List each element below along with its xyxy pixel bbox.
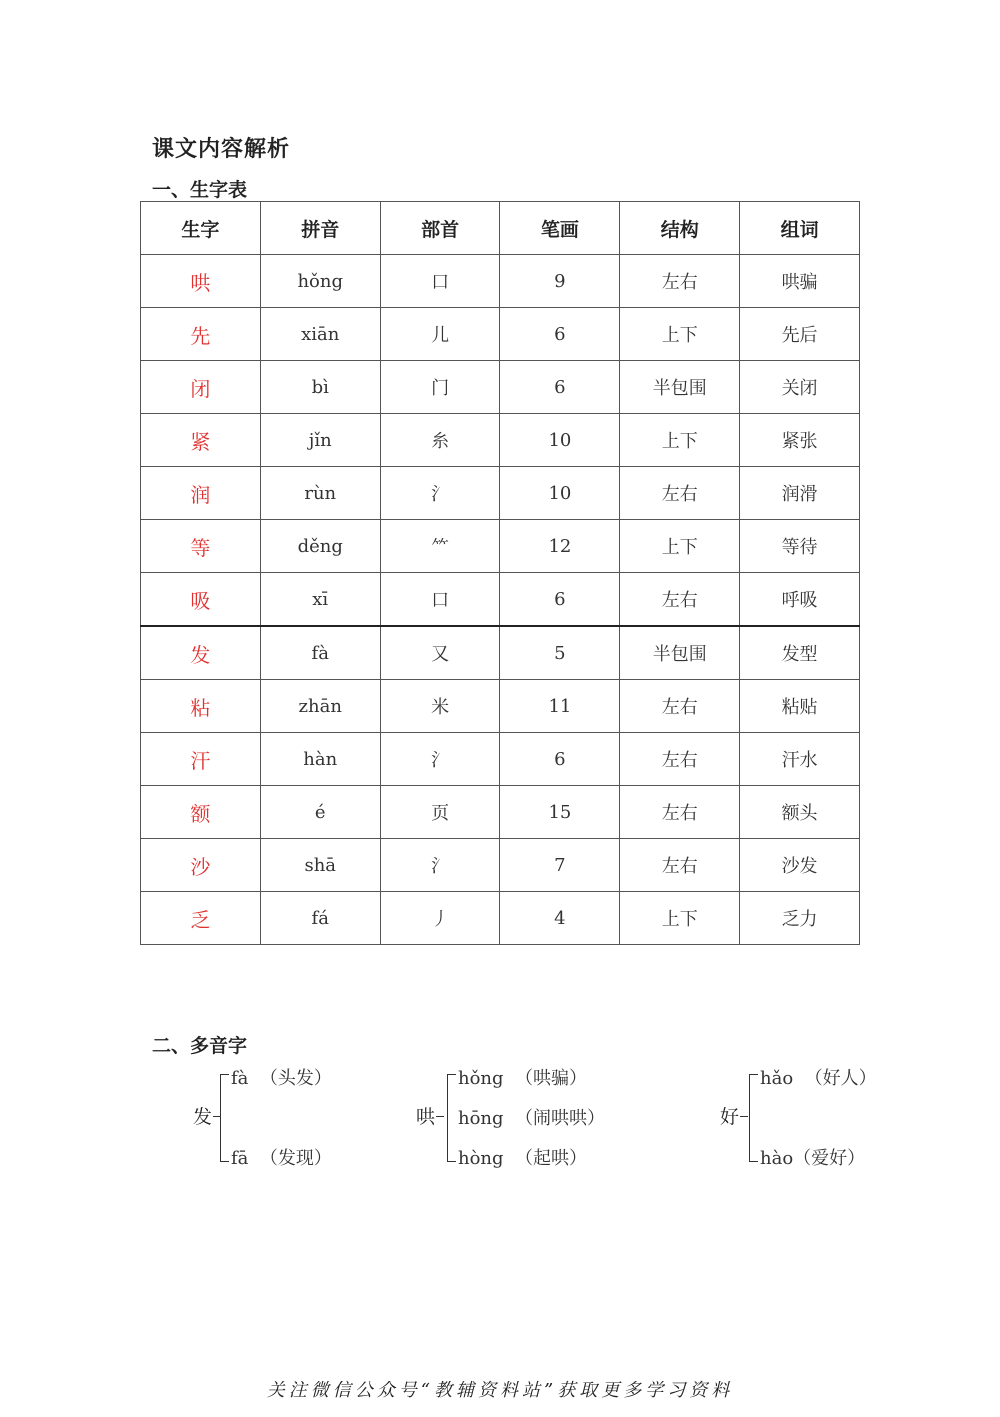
radical-cell: 氵	[380, 839, 500, 892]
radical-cell: ⺮	[380, 520, 500, 573]
table-header-row	[141, 202, 860, 255]
new-char: 吸	[141, 573, 261, 627]
table-row	[141, 361, 860, 414]
strokes-cell: 5	[500, 626, 620, 680]
words-cell: 乏力	[740, 892, 860, 945]
polyphone-char: 发	[193, 1106, 213, 1128]
pinyin-cell: zhān	[260, 680, 380, 733]
section-heading-polyphones: 二、多音字	[152, 1035, 248, 1057]
structure-cell: 半包围	[620, 361, 740, 414]
structure-cell: 上下	[620, 414, 740, 467]
brace-tick	[740, 1116, 748, 1117]
footer-note: 关注微信公众号“教辅资料站”获取更多学习资料	[266, 1380, 734, 1401]
pinyin-cell: xī	[260, 573, 380, 627]
new-char: 先	[141, 308, 261, 361]
radical-cell: 氵	[380, 467, 500, 520]
header-structure: 结构	[620, 202, 740, 255]
new-char: 发	[141, 626, 261, 680]
pinyin-cell: é	[260, 786, 380, 839]
polyphone-reading: fā （发现）	[231, 1148, 332, 1169]
words-cell: 等待	[740, 520, 860, 573]
header-words: 组词	[740, 202, 860, 255]
polyphone-group	[416, 1062, 676, 1172]
radical-cell: 丿	[380, 892, 500, 945]
strokes-cell: 7	[500, 839, 620, 892]
pinyin-cell: xiān	[260, 308, 380, 361]
header-radical: 部首	[380, 202, 500, 255]
polyphone-group	[193, 1062, 453, 1172]
polyphone-char: 哄	[416, 1106, 436, 1128]
polyphone-group	[720, 1062, 980, 1172]
page-title: 课文内容解析	[152, 137, 291, 162]
table-row	[141, 255, 860, 308]
char-table	[140, 201, 860, 945]
polyphone-reading: hòng （起哄）	[458, 1148, 587, 1169]
table-row	[141, 839, 860, 892]
new-char: 等	[141, 520, 261, 573]
structure-cell: 半包围	[620, 626, 740, 680]
structure-cell: 左右	[620, 573, 740, 627]
table-row	[141, 892, 860, 945]
radical-cell: 页	[380, 786, 500, 839]
new-char: 哄	[141, 255, 261, 308]
header-strokes: 笔画	[500, 202, 620, 255]
pinyin-cell: fà	[260, 626, 380, 680]
radical-cell: 口	[380, 255, 500, 308]
structure-cell: 左右	[620, 839, 740, 892]
pinyin-cell: děng	[260, 520, 380, 573]
strokes-cell: 10	[500, 467, 620, 520]
radical-cell: 氵	[380, 733, 500, 786]
polyphone-reading: hào（爱好）	[760, 1148, 866, 1169]
table-row	[141, 626, 860, 680]
structure-cell: 左右	[620, 733, 740, 786]
table-row	[141, 308, 860, 361]
words-cell: 润滑	[740, 467, 860, 520]
structure-cell: 左右	[620, 467, 740, 520]
pinyin-cell: shā	[260, 839, 380, 892]
words-cell: 先后	[740, 308, 860, 361]
table-row	[141, 733, 860, 786]
table-row	[141, 680, 860, 733]
words-cell: 紧张	[740, 414, 860, 467]
strokes-cell: 4	[500, 892, 620, 945]
strokes-cell: 6	[500, 361, 620, 414]
radical-cell: 儿	[380, 308, 500, 361]
brace-tick	[436, 1116, 444, 1117]
strokes-cell: 9	[500, 255, 620, 308]
new-char: 闭	[141, 361, 261, 414]
words-cell: 哄骗	[740, 255, 860, 308]
structure-cell: 左右	[620, 680, 740, 733]
header-char: 生字	[141, 202, 261, 255]
structure-cell: 上下	[620, 308, 740, 361]
new-char: 润	[141, 467, 261, 520]
new-char: 汗	[141, 733, 261, 786]
structure-cell: 左右	[620, 786, 740, 839]
strokes-cell: 6	[500, 733, 620, 786]
strokes-cell: 12	[500, 520, 620, 573]
section-heading-char-table: 一、生字表	[152, 179, 248, 201]
new-char: 紧	[141, 414, 261, 467]
words-cell: 汗水	[740, 733, 860, 786]
table-row	[141, 414, 860, 467]
polyphone-char: 好	[720, 1106, 740, 1128]
structure-cell: 上下	[620, 520, 740, 573]
table-row	[141, 520, 860, 573]
new-char: 沙	[141, 839, 261, 892]
polyphone-reading: fà （头发）	[231, 1068, 332, 1089]
pinyin-cell: jǐn	[260, 414, 380, 467]
words-cell: 沙发	[740, 839, 860, 892]
table-row	[141, 573, 860, 627]
radical-cell: 门	[380, 361, 500, 414]
radical-cell: 糸	[380, 414, 500, 467]
polyphone-reading: hǒng （哄骗）	[458, 1068, 587, 1089]
brace	[220, 1074, 229, 1162]
pinyin-cell: rùn	[260, 467, 380, 520]
polyphone-reading: hōng （闹哄哄）	[458, 1108, 605, 1129]
strokes-cell: 15	[500, 786, 620, 839]
structure-cell: 上下	[620, 892, 740, 945]
pinyin-cell: bì	[260, 361, 380, 414]
table-row	[141, 467, 860, 520]
radical-cell: 又	[380, 626, 500, 680]
strokes-cell: 6	[500, 573, 620, 627]
pinyin-cell: fá	[260, 892, 380, 945]
new-char: 粘	[141, 680, 261, 733]
brace	[749, 1074, 758, 1162]
header-pinyin: 拼音	[260, 202, 380, 255]
strokes-cell: 6	[500, 308, 620, 361]
words-cell: 额头	[740, 786, 860, 839]
pinyin-cell: hàn	[260, 733, 380, 786]
polyphone-reading: hǎo （好人）	[760, 1068, 877, 1089]
words-cell: 呼吸	[740, 573, 860, 627]
words-cell: 关闭	[740, 361, 860, 414]
brace	[447, 1074, 456, 1162]
radical-cell: 口	[380, 573, 500, 627]
radical-cell: 米	[380, 680, 500, 733]
pinyin-cell: hǒng	[260, 255, 380, 308]
new-char: 额	[141, 786, 261, 839]
strokes-cell: 10	[500, 414, 620, 467]
new-char: 乏	[141, 892, 261, 945]
structure-cell: 左右	[620, 255, 740, 308]
strokes-cell: 11	[500, 680, 620, 733]
table-row	[141, 786, 860, 839]
words-cell: 粘贴	[740, 680, 860, 733]
words-cell: 发型	[740, 626, 860, 680]
